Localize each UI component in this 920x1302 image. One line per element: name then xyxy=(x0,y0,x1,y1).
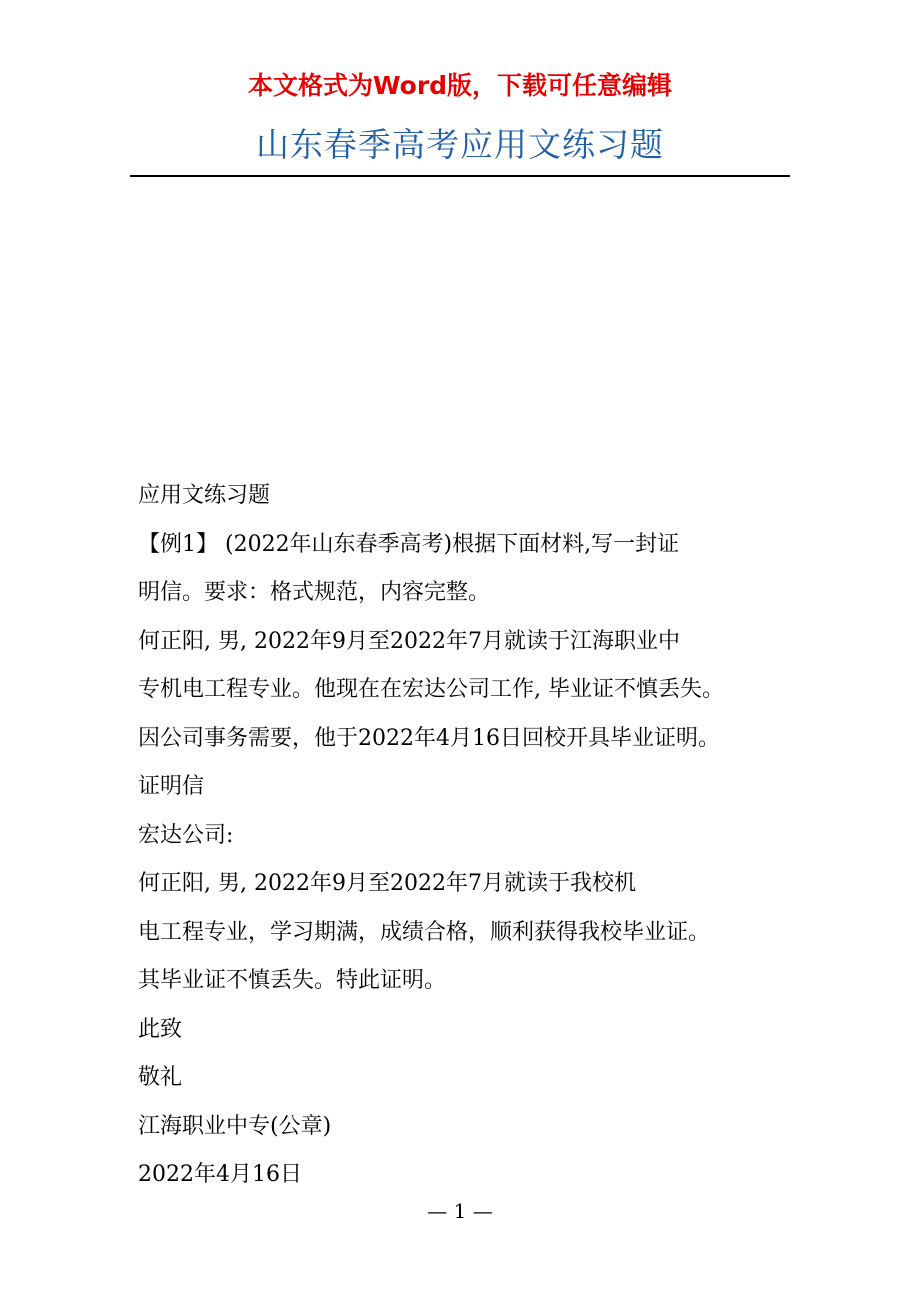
letter-body-line-1: 何正阳, 男, 2022年9月至2022年7月就读于我校机 xyxy=(138,871,636,896)
letter-body-line-2: 电工程专业，学习期满，成绩合格，顺利获得我校毕业证。 xyxy=(138,919,711,945)
document-title: 山东春季高考应用文练习题 xyxy=(256,125,664,164)
letter-closing-1: 此致 xyxy=(138,1016,183,1042)
page-number: — 1 — xyxy=(427,1199,493,1223)
letter-salutation: 宏达公司: xyxy=(138,822,234,848)
format-notice: 本文格式为Word版，下载可任意编辑 xyxy=(247,71,673,100)
material-line-2: 专机电工程专业。他现在在宏达公司工作, 毕业证不慎丢失。 xyxy=(138,677,724,702)
material-line-1: 何正阳, 男, 2022年9月至2022年7月就读于江海职业中 xyxy=(138,628,680,654)
example-prompt-line-2: 明信。要求：格式规范，内容完整。 xyxy=(138,580,491,605)
header-divider xyxy=(130,175,790,177)
letter-signature: 江海职业中专(公章) xyxy=(138,1113,332,1139)
letter-closing-2: 敬礼 xyxy=(138,1065,183,1090)
letter-heading: 证明信 xyxy=(138,774,205,799)
example-prompt-line-1: 【例1】 (2022年山东春季高考)根据下面材料,写一封证 xyxy=(138,531,680,557)
section-subtitle: 应用文练习题 xyxy=(138,483,271,508)
document-body xyxy=(138,472,788,1200)
letter-body-line-3: 其毕业证不慎丢失。特此证明。 xyxy=(138,968,447,993)
material-line-3: 因公司事务需要，他于2022年4月16日回校开具毕业证明。 xyxy=(138,725,720,751)
letter-date: 2022年4月16日 xyxy=(138,1162,302,1187)
